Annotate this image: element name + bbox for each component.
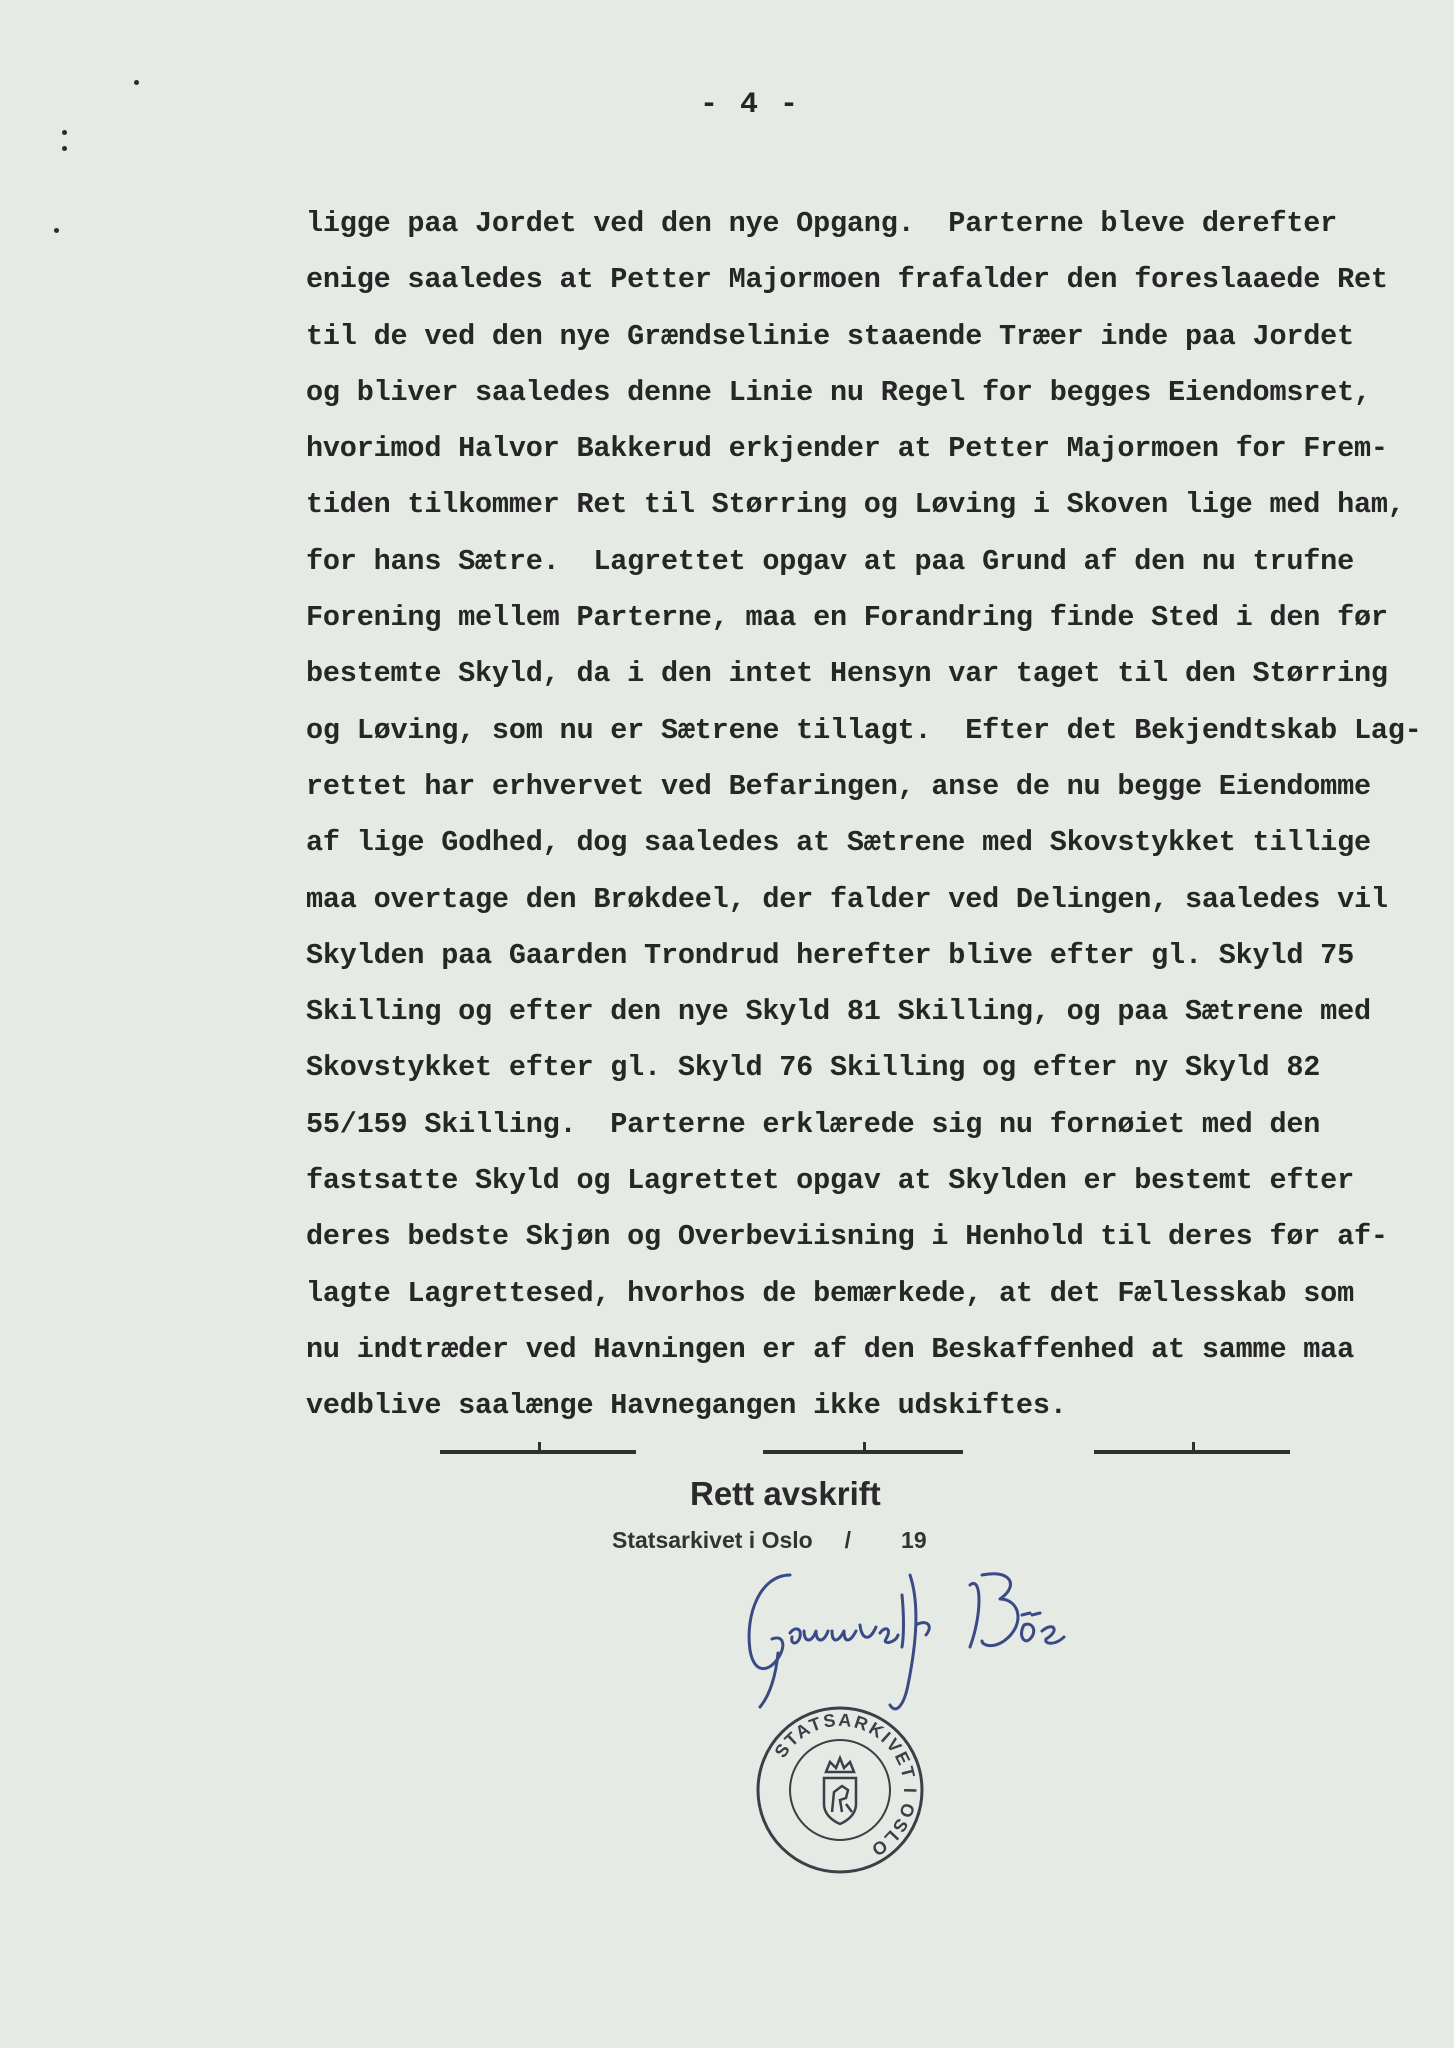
separator-dashes [440, 1450, 1300, 1460]
text-line: til de ved den nye Grændselinie staaende Træer inde paa Jordet [306, 319, 1354, 353]
text-line: enige saaledes at Petter Majormoen frafalder den foreslaaede Ret [306, 263, 1388, 297]
margin-dot [134, 80, 139, 85]
text-line: ligge paa Jordet ved den nye Opgang. Parterne bleve derefter [306, 207, 1338, 240]
text-line: Skylden paa Gaarden Trondrud herefter blive efter gl. Skyld 75 [306, 938, 1354, 972]
text-line: for hans Sætre. Lagrettet opgav at paa Grund af den nu trufne [306, 544, 1354, 578]
separator-dash [440, 1450, 636, 1454]
margin-dot [54, 228, 59, 233]
text-line: 55/159 Skilling. Parterne erklærede sig nu fornøiet med den [306, 1107, 1321, 1141]
text-line: maa overtage den Brøkdeel, der falder ved Delingen, saaledes vil [306, 882, 1388, 916]
text-line: Skilling og efter den nye Skyld 81 Skilling, og paa Sætrene med [306, 995, 1371, 1029]
date-slash: / [844, 1527, 852, 1553]
signature-text: Gunnvald Bøe [720, 1555, 728, 1556]
certification-title: Rett avskrift [690, 1475, 881, 1512]
year-prefix: 19 [901, 1527, 927, 1553]
text-line: hvorimod Halvor Bakkerud erkjender at Petter Majormoen for Frem- [306, 432, 1388, 466]
seal-text: STATSARKIVET I OSLO [770, 1709, 921, 1862]
separator-dash [763, 1450, 963, 1454]
text-line: rettet har erhvervet ved Befaringen, anse de nu begge Eiendomme [306, 769, 1371, 803]
certification-archive-line [612, 1527, 927, 1554]
archive-name: Statsarkivet i Oslo [612, 1527, 813, 1553]
text-line: og Løving, som nu er Sætrene tillagt. Efter det Bekjendtskab Lag- [306, 713, 1422, 747]
text-line: bestemte Skyld, da i den intet Hensyn var taget til den Størring [306, 657, 1388, 691]
text-line: deres bedste Skjøn og Overbeviisning i Henhold til deres før af- [306, 1220, 1388, 1254]
margin-dot [62, 146, 67, 151]
archive-seal [750, 1700, 930, 1880]
text-line: af lige Godhed, dog saaledes at Sætrene med Skovstykket tillige [306, 826, 1371, 860]
text-line: Skovstykket efter gl. Skyld 76 Skilling og efter ny Skyld 82 [306, 1051, 1321, 1085]
margin-dot [62, 130, 67, 135]
page-number: - 4 - [700, 88, 801, 122]
text-line: og bliver saaledes denne Linie nu Regel for begges Eiendomsret, [306, 375, 1371, 409]
text-line: Forening mellem Parterne, maa en Forandring finde Sted i den før [306, 601, 1388, 635]
separator-dash [1094, 1450, 1290, 1454]
text-line: lagte Lagrettesed, hvorhos de bemærkede, at det Fællesskab som [306, 1276, 1354, 1310]
typed-text-body [306, 196, 1422, 1435]
text-line: nu indtræder ved Havningen er af den Beskaffenhed at samme maa [306, 1332, 1354, 1366]
text-line: vedblive saalænge Havnegangen ikke udskiftes. [306, 1389, 1067, 1423]
text-line: tiden tilkommer Ret til Størring og Løving i Skoven lige med ham, [306, 488, 1405, 522]
text-line: fastsatte Skyld og Lagrettet opgav at Skylden er bestemt efter [306, 1164, 1354, 1198]
